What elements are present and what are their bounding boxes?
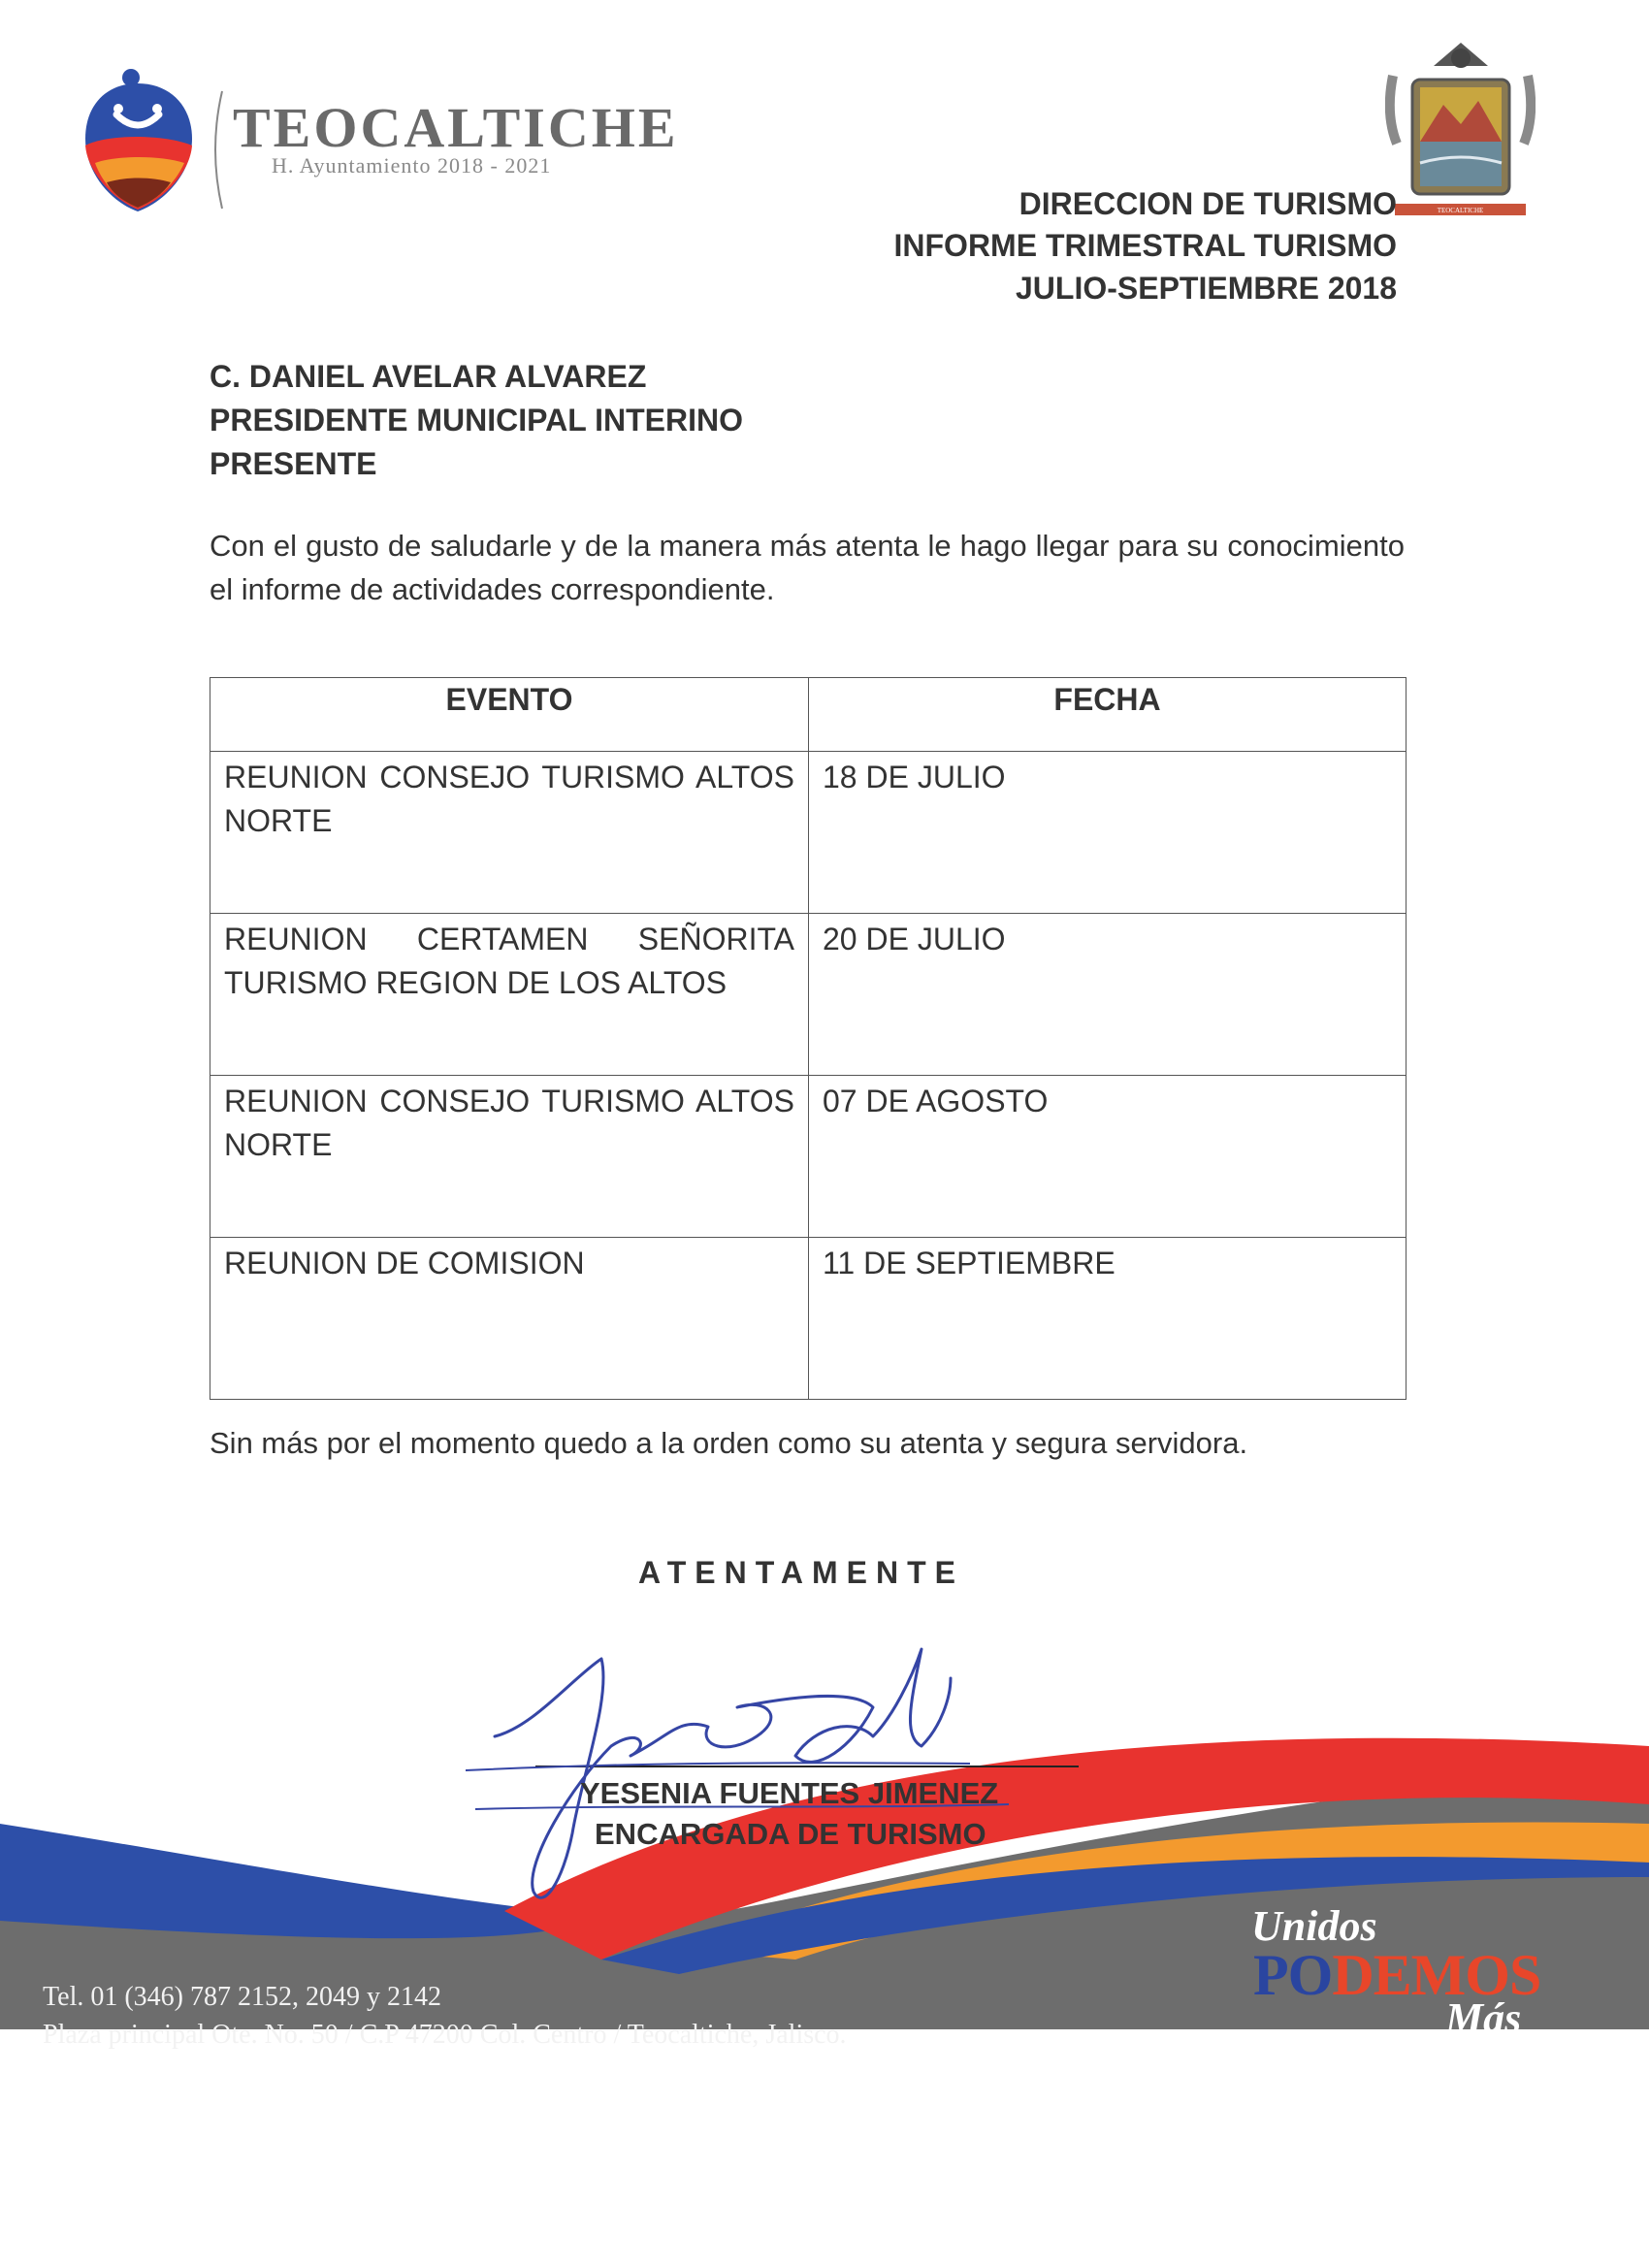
slogan-bottom: Más xyxy=(1445,1994,1522,2042)
sign-off: ATENTAMENTE xyxy=(638,1555,965,1590)
date-cell: 18 DE JULIO xyxy=(809,752,1406,914)
slogan-top: Unidos xyxy=(1251,1902,1377,1950)
municipal-logo xyxy=(78,66,199,216)
council-term: H. Ayuntamiento 2018 - 2021 xyxy=(272,153,552,178)
date-cell: 11 DE SEPTIEMBRE xyxy=(809,1238,1406,1400)
municipality-name: TEOCALTICHE xyxy=(233,96,679,159)
emblem-label: TEOCALTICHE xyxy=(1437,207,1484,214)
table-row xyxy=(210,752,1406,914)
report-period: JULIO-SEPTIEMBRE 2018 xyxy=(1016,271,1397,306)
event-cell: REUNION CONSEJO TURISMO ALTOS NORTE xyxy=(210,752,809,914)
brand-divider xyxy=(207,89,226,211)
footer-address: Plaza principal Ote. No. 50 / C.P 47200 Col. Centro / Teocaltiche, Jalisco. xyxy=(43,2020,847,2050)
signatory-name: YESENIA FUENTES JIMENEZ xyxy=(580,1776,999,1810)
table-row xyxy=(210,1076,1406,1238)
signatory-title: ENCARGADA DE TURISMO xyxy=(595,1817,986,1851)
table-header-row xyxy=(210,678,1406,752)
date-cell: 07 DE AGOSTO xyxy=(809,1076,1406,1238)
addressee-greeting: PRESENTE xyxy=(210,446,377,481)
header-date: FECHA xyxy=(809,678,1406,752)
date-cell: 20 DE JULIO xyxy=(809,914,1406,1076)
addressee-position: PRESIDENTE MUNICIPAL INTERINO xyxy=(210,403,743,437)
slogan-middle-b: DEMOS xyxy=(1332,1943,1541,2007)
event-cell: REUNION CERTAMEN SEÑORITA TURISMO REGION DE LOS ALTOS xyxy=(210,914,809,1076)
footer-phone: Tel. 01 (346) 787 2152, 2049 y 2142 xyxy=(43,1982,442,2012)
addressee-name: C. DANIEL AVELAR ALVAREZ xyxy=(210,359,647,394)
table-row xyxy=(210,914,1406,1076)
report-title: INFORME TRIMESTRAL TURISMO xyxy=(893,228,1397,263)
closing-paragraph: Sin más por el momento quedo a la orden como su atenta y segura servidora. xyxy=(210,1426,1248,1460)
coat-of-arms-emblem xyxy=(1385,37,1536,226)
slogan-middle-a: PO xyxy=(1253,1943,1333,2007)
department-title: DIRECCION DE TURISMO xyxy=(1018,186,1397,221)
header-event: EVENTO xyxy=(210,678,809,752)
event-cell: REUNION DE COMISION xyxy=(210,1238,809,1400)
events-table xyxy=(210,677,1406,1400)
table-row xyxy=(210,1238,1406,1400)
event-cell: REUNION CONSEJO TURISMO ALTOS NORTE xyxy=(210,1076,809,1238)
intro-paragraph: Con el gusto de saludarle y de la manera más atenta le hago llegar para su conocimiento el informe de actividades correspondiente. xyxy=(210,529,1405,606)
